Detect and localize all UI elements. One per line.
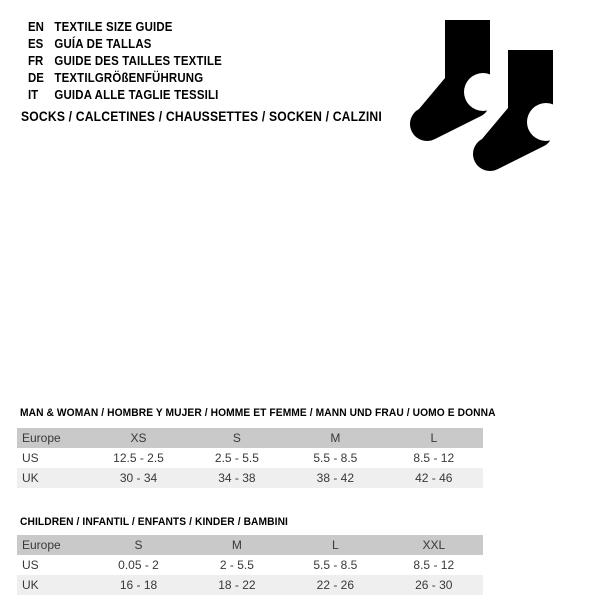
table-cell: 22 - 26 — [316, 578, 355, 592]
column-header: M — [330, 431, 341, 445]
region-label: UK — [22, 471, 39, 485]
column-header: Europe — [22, 431, 61, 445]
front-sock-heel-circle — [527, 103, 565, 141]
language-row — [28, 18, 222, 35]
table-title-adults: MAN & WOMAN / HOMBRE Y MUJER / HOMME ET FEMME / MANN UND FRAU / UOMO E DONNA — [20, 407, 496, 419]
table-cell: 2 - 5.5 — [219, 558, 254, 572]
table-cell: 0.05 - 2 — [118, 558, 159, 572]
column-header: XS — [130, 431, 147, 445]
table-cell: 34 - 38 — [218, 471, 256, 485]
language-code: ES — [28, 36, 44, 51]
socks-icon — [395, 10, 575, 185]
column-header: Europe — [22, 538, 61, 552]
table-cell: 26 - 30 — [415, 578, 453, 592]
language-label: TEXTILE SIZE GUIDE — [54, 19, 173, 34]
table-cell: 2.5 - 5.5 — [214, 451, 259, 465]
language-row — [28, 69, 222, 86]
table-cell: 8.5 - 12 — [413, 558, 455, 572]
region-label: US — [22, 451, 39, 465]
column-header: S — [134, 538, 143, 552]
table-cell: 38 - 42 — [316, 471, 355, 485]
table-header-row — [17, 535, 483, 555]
table-cell: 5.5 - 8.5 — [313, 558, 358, 572]
table-row — [17, 575, 483, 595]
language-row — [28, 52, 222, 69]
size-table-adults — [17, 428, 483, 488]
language-row — [28, 35, 222, 52]
back-sock-heel-circle — [464, 73, 502, 111]
size-table-children — [17, 535, 483, 595]
language-code: IT — [28, 87, 39, 102]
table-row — [17, 555, 483, 575]
language-code: DE — [28, 70, 44, 85]
language-label: GUÍA DE TALLAS — [54, 36, 152, 51]
language-label: GUIDA ALLE TAGLIE TESSILI — [54, 87, 219, 102]
table-cell: 5.5 - 8.5 — [313, 451, 358, 465]
region-label: UK — [22, 578, 39, 592]
region-label: US — [22, 558, 39, 572]
language-code: FR — [28, 53, 44, 68]
product-category-line: SOCKS / CALCETINES / CHAUSSETTES / SOCKEN / CALZINI — [21, 109, 382, 124]
column-header: XXL — [422, 538, 446, 552]
language-list — [28, 18, 248, 103]
table-cell: 16 - 18 — [119, 578, 158, 592]
column-header: S — [232, 431, 241, 445]
column-header: L — [332, 538, 339, 552]
column-header: L — [430, 431, 438, 445]
language-code: EN — [28, 19, 44, 34]
table-row — [17, 468, 483, 488]
table-cell: 30 - 34 — [119, 471, 158, 485]
table-cell: 8.5 - 12 — [413, 451, 455, 465]
table-cell: 42 - 46 — [415, 471, 453, 485]
language-row — [28, 86, 222, 103]
table-cell: 12.5 - 2.5 — [113, 451, 164, 465]
table-header-row — [17, 428, 483, 448]
table-row — [17, 448, 483, 468]
table-cell: 18 - 22 — [218, 578, 256, 592]
column-header: M — [231, 538, 242, 552]
language-label: GUIDE DES TAILLES TEXTILE — [54, 53, 222, 68]
language-label: TEXTILGRÖßENFÜHRUNG — [54, 70, 204, 85]
table-title-children: CHILDREN / INFANTIL / ENFANTS / KINDER / BAMBINI — [20, 516, 288, 528]
